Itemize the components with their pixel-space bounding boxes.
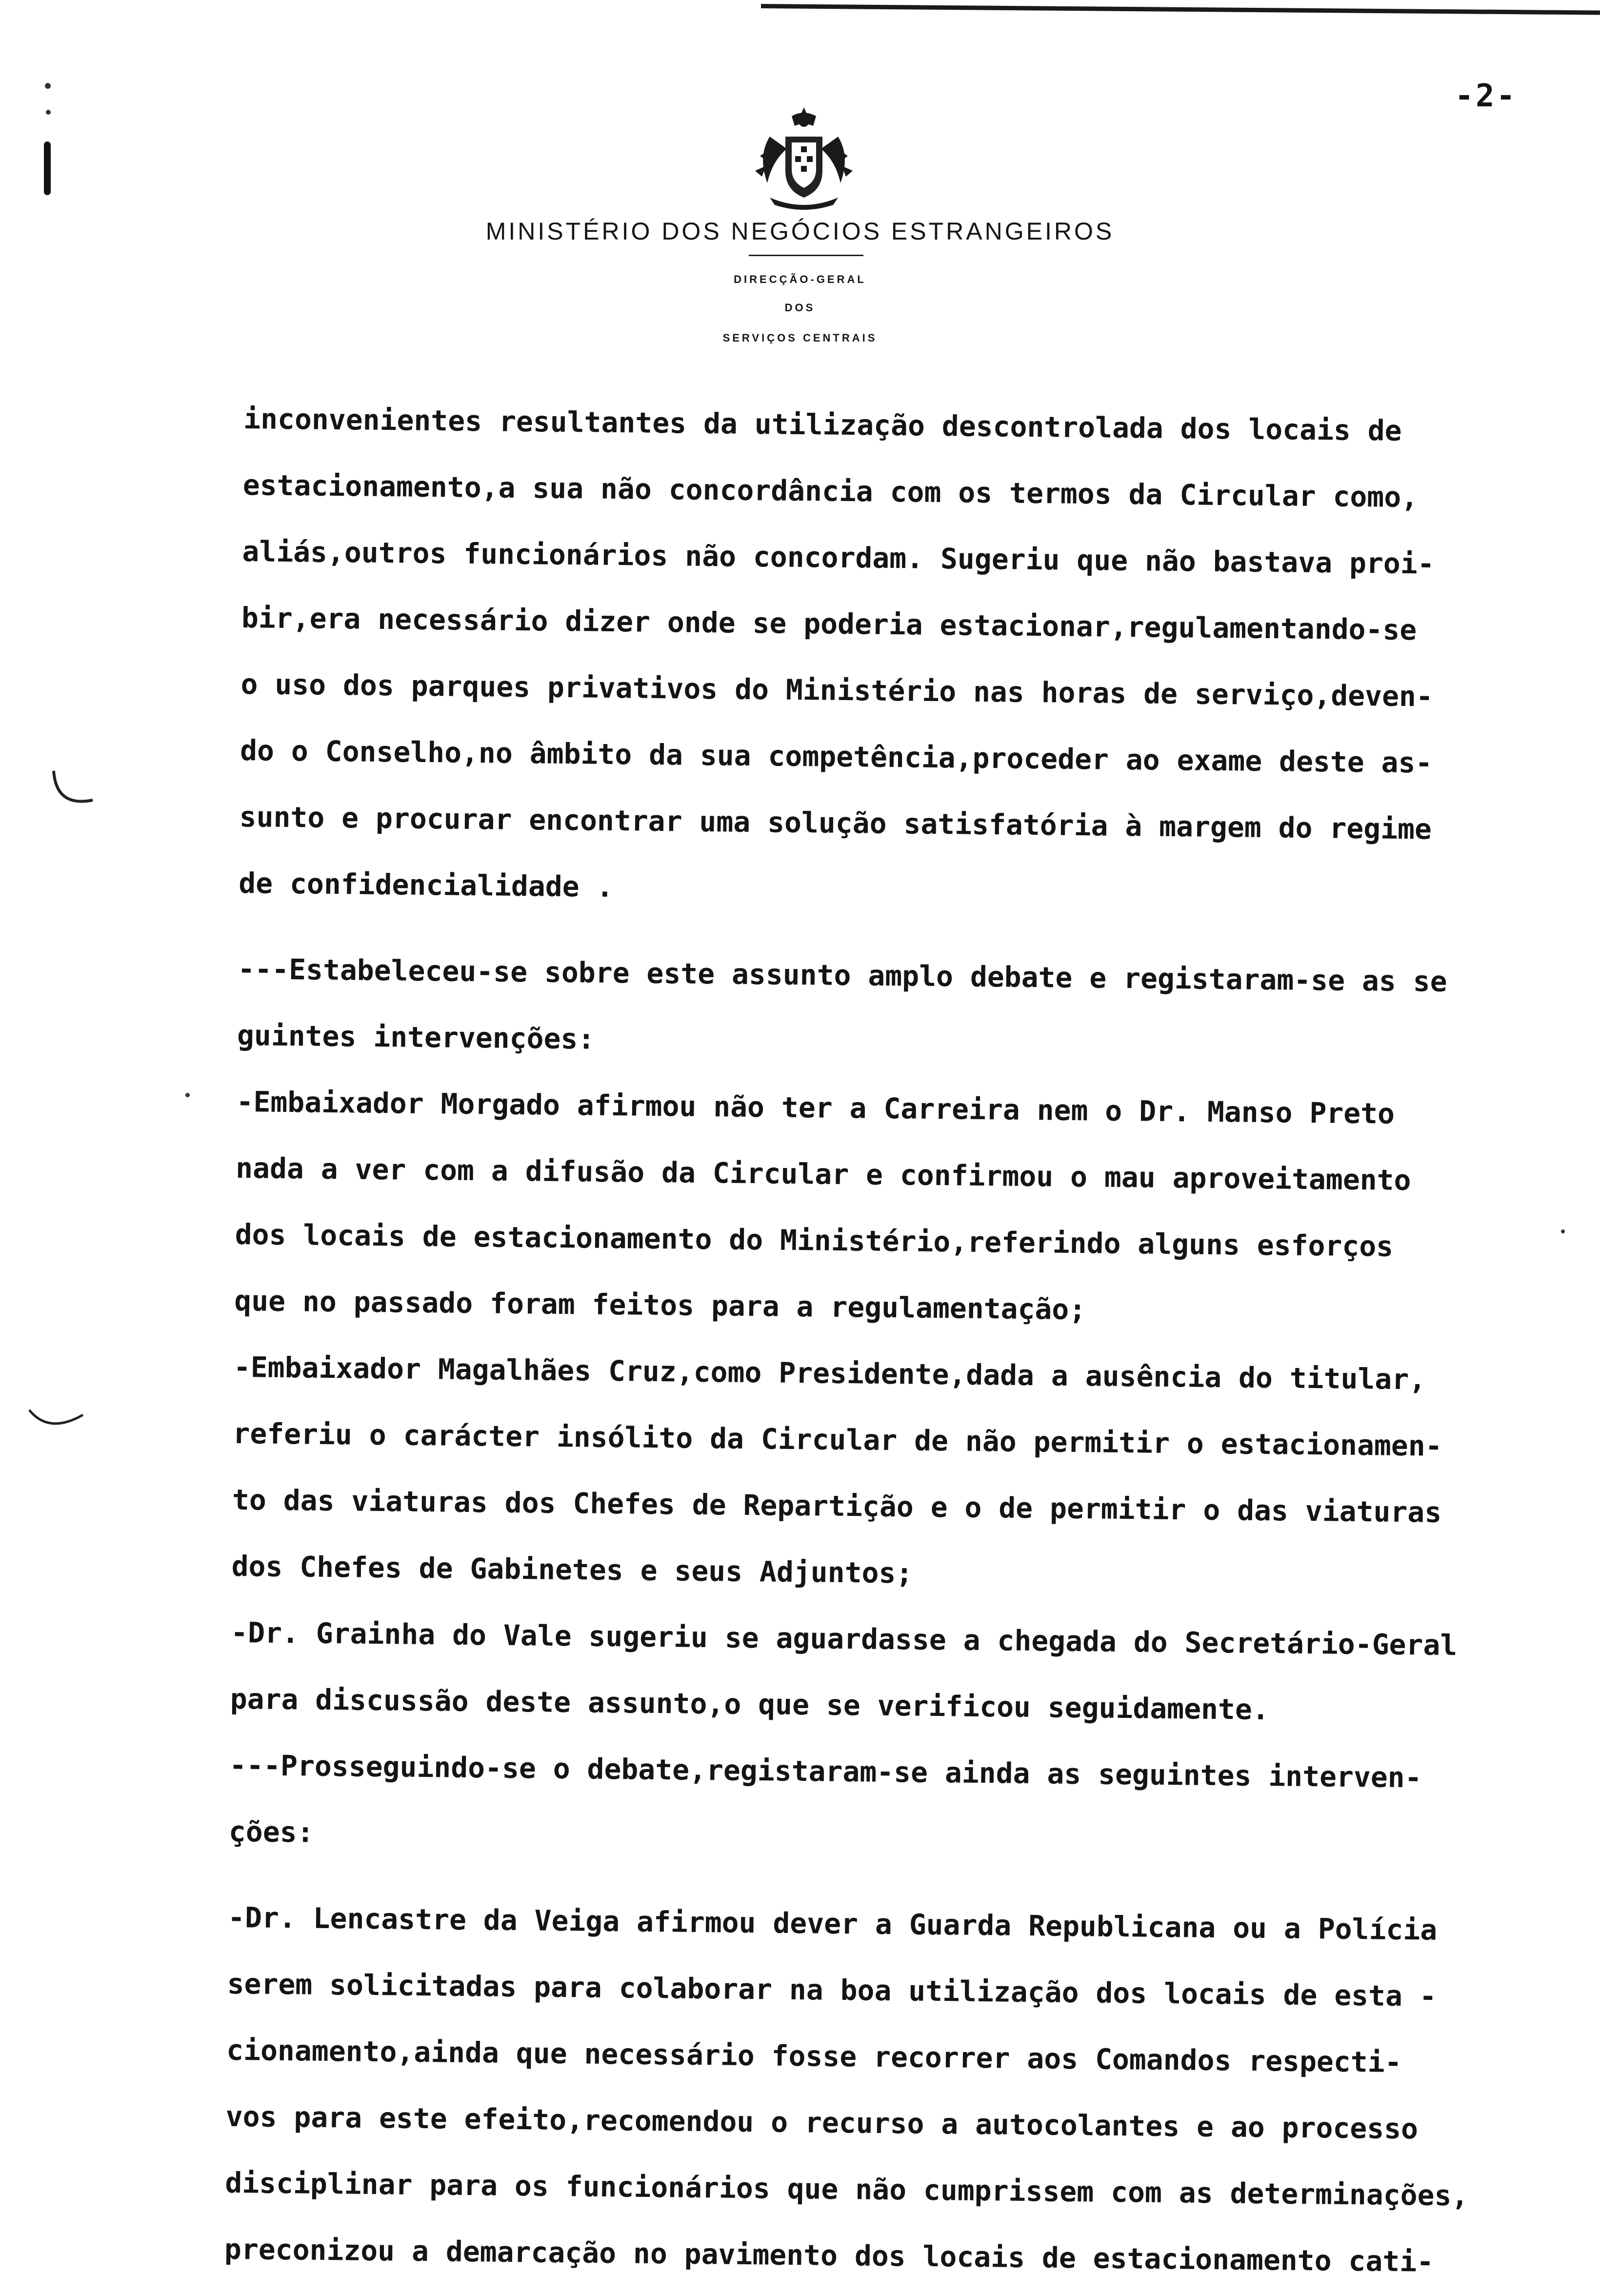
body-line: -Dr. Lencastre da Veiga afirmou dever a Guarda Republicana ou a Polícia: [227, 1900, 1438, 1947]
ministry-title: MINISTÉRIO DOS NEGÓCIOS ESTRANGEIROS: [485, 218, 1115, 245]
body-line: o uso dos parques privativos do Ministério nas horas de serviço,deven-: [240, 667, 1434, 713]
scan-artifact-curve: [20, 1400, 88, 1439]
body-line: preconizou a demarcação no pavimento dos locais de estacionamento cati-: [224, 2232, 1434, 2278]
division-line-3: SERVIÇOS CENTRAIS: [722, 332, 878, 344]
body-line: ---Prosseguindo-se o debate,registaram-se ainda as seguintes interven-: [229, 1748, 1422, 1794]
letter-body: [224, 385, 1541, 2296]
body-line: aliás,outros funcionários não concordam. Sugeriu que não bastava proi-: [242, 534, 1435, 581]
body-line: disciplinar para os funcionários que não cumprissem com as determinações,: [225, 2166, 1469, 2213]
division-line-2: DOS: [784, 302, 816, 314]
body-line: -Embaixador Morgado afirmou não ter a Carreira nem o Dr. Manso Preto: [236, 1085, 1395, 1130]
body-line: sunto e procurar encontrar uma solução satisfatória à margem do regime: [239, 800, 1432, 846]
division-line-1: DIRECÇÃO-GERAL: [734, 273, 866, 285]
coat-of-arms-icon: [740, 102, 867, 215]
scan-speck: [45, 83, 51, 89]
body-line: dos locais de estacionamento do Ministério,referindo alguns esforços: [235, 1217, 1394, 1263]
body-line: dos Chefes de Gabinetes e seus Adjuntos;: [231, 1549, 913, 1590]
margin-punch-mark: [44, 141, 51, 195]
body-line: -Dr. Grainha do Vale sugeriu se aguardasse a chegada do Secretário-Geral: [230, 1615, 1458, 1662]
body-line: nada a ver com a difusão da Circular e confirmou o mau aproveitamento: [235, 1151, 1411, 1197]
page-number: -2-: [1455, 78, 1517, 114]
body-line: serem solicitadas para colaborar na boa utilização dos locais de esta -: [227, 1967, 1437, 2013]
body-line: referiu o carácter insólito da Circular de não permitir o estacionamen-: [233, 1416, 1442, 1463]
scan-artifact-curve: [29, 761, 98, 815]
scan-speck: [1561, 1229, 1565, 1233]
body-line: to das viaturas dos Chefes de Repartição e o de permitir o das viaturas: [232, 1483, 1442, 1529]
scan-speck: [185, 1093, 190, 1097]
body-line: ---Estabeleceu-se sobre este assunto amplo debate e registaram-se as se: [238, 952, 1447, 998]
scan-speck: [46, 110, 51, 115]
scan-edge-line: [761, 4, 1600, 15]
body-line: -Embaixador Magalhães Cruz,como Presidente,dada a ausência do titular,: [233, 1350, 1426, 1396]
body-line: ções:: [228, 1814, 314, 1849]
body-line: bir,era necessário dizer onde se poderia estacionar,regulamentando-se: [241, 601, 1417, 647]
body-line: do o Conselho,no âmbito da sua competência,proceder ao exame deste as-: [240, 733, 1433, 780]
body-line: para discussão deste assunto,o que se verificou seguidamente.: [230, 1682, 1270, 1727]
body-line: estacionamento,a sua não concordância com os termos da Circular como,: [242, 468, 1419, 514]
body-line: vos para este efeito,recomendou o recurso a autocolantes e ao processo: [225, 2099, 1419, 2146]
body-line: cionamento,ainda que necessário fosse recorrer aos Comandos respecti-: [226, 2033, 1402, 2079]
body-line: que no passado foram feitos para a regulamentação;: [234, 1284, 1086, 1327]
body-line: de confidencialidade .: [238, 866, 614, 904]
body-line: guintes intervenções:: [237, 1018, 595, 1056]
header-divider: [749, 255, 863, 256]
body-line: inconvenientes resultantes da utilização descontrolada dos locais de: [243, 402, 1402, 447]
